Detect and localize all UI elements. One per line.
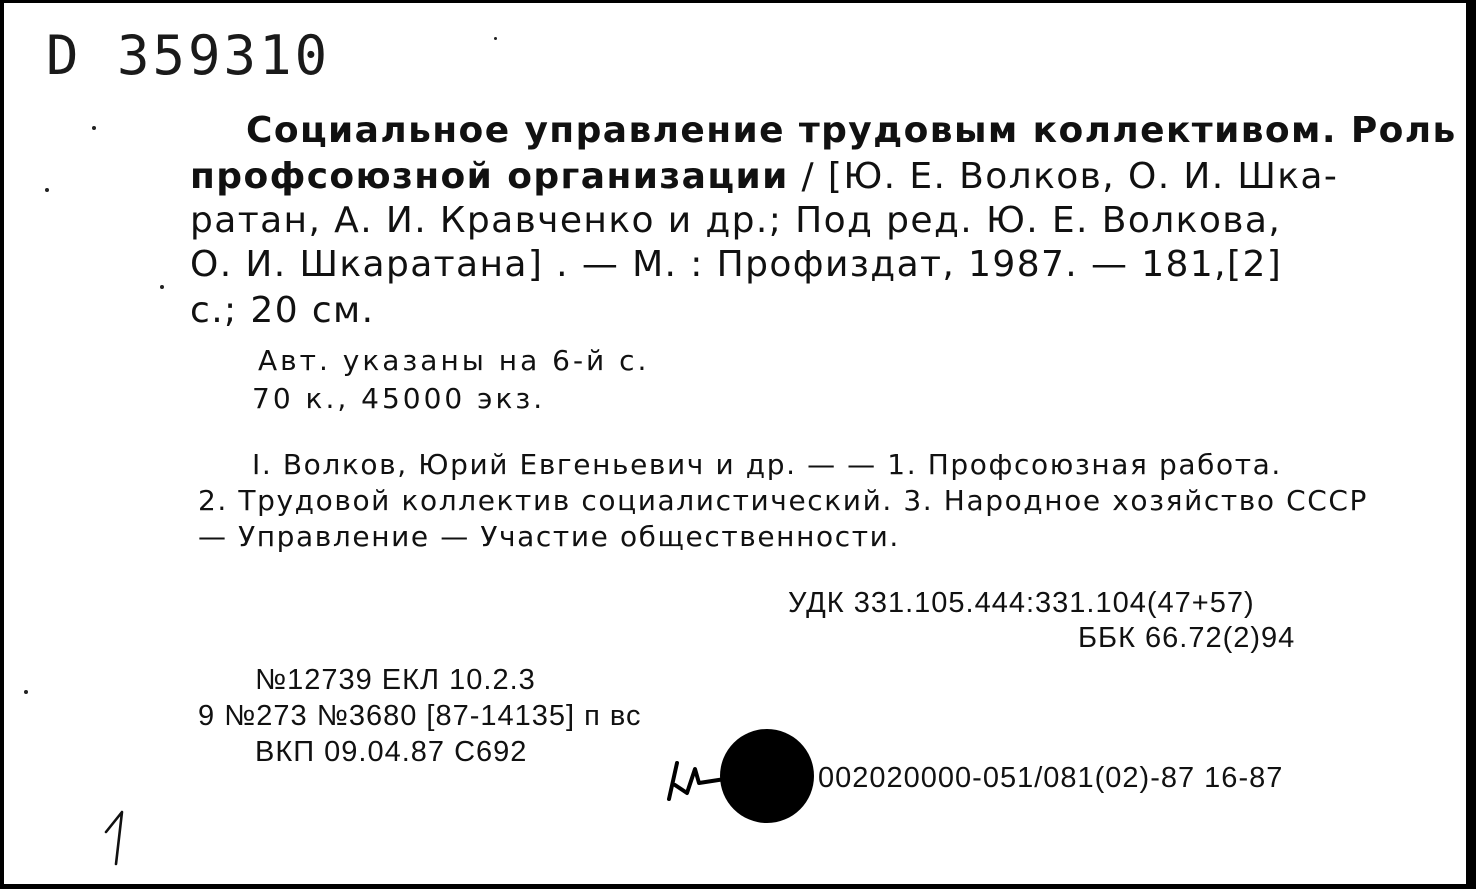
card-edge-top <box>0 0 1476 3</box>
title-normal-3: ратан, А. И. Кравченко и др.; Под ред. Ю. Е. Волкова, <box>190 200 1282 241</box>
bottom-code: 002020000-051/081(02)-87 16-87 <box>818 762 1284 794</box>
note-price-copies: 70 к., 45000 экз. <box>252 382 546 415</box>
title-line-4 <box>190 242 1282 288</box>
title-line-5 <box>190 288 374 334</box>
card-number: D 359310 <box>46 24 331 87</box>
card-edge-bottom <box>0 884 1476 889</box>
subject-line-3: — Управление — Участие общественности. <box>198 520 900 553</box>
udk-code: УДК 331.105.444:331.104(47+57) <box>788 587 1255 619</box>
bbk-code: ББК 66.72(2)94 <box>1078 622 1296 654</box>
note-authors: Авт. указаны на 6-й с. <box>258 344 650 377</box>
speck <box>160 285 164 289</box>
title-line-2 <box>190 154 1338 200</box>
subject-line-1: I. Волков, Юрий Евгеньевич и др. — — 1. Профсоюзная работа. <box>252 448 1282 481</box>
speck <box>494 37 497 40</box>
subject-line-2: 2. Трудовой коллектив социалистический. 3. Народное хозяйство СССР <box>198 484 1369 517</box>
speck <box>92 126 96 130</box>
tech-line-1: №12739 ЕКЛ 10.2.3 <box>255 664 536 696</box>
title-normal-4: О. И. Шкаратана] . — М. : Профиздат, 1987. — 181,[2] <box>190 244 1283 285</box>
speck <box>45 188 49 192</box>
speck <box>24 690 28 694</box>
title-bold-2: профсоюзной организации <box>190 156 789 197</box>
title-line-1 <box>246 108 1457 154</box>
tech-line-2: 9 №273 №3680 [87-14135] п вс <box>198 700 642 732</box>
tech-line-3: ВКП 09.04.87 С692 <box>255 736 528 768</box>
title-normal-2: / [Ю. Е. Волков, О. И. Шка- <box>788 156 1339 197</box>
title-line-3 <box>190 198 1281 244</box>
card-edge-left <box>0 0 4 889</box>
handwritten-number-1-icon <box>100 808 140 868</box>
title-normal-5: с.; 20 см. <box>190 290 375 331</box>
handwritten-scribble-icon <box>665 755 735 805</box>
card-edge-right <box>1466 0 1476 889</box>
title-bold-1: Социальное управление трудовым коллективом. Роль <box>246 110 1457 151</box>
